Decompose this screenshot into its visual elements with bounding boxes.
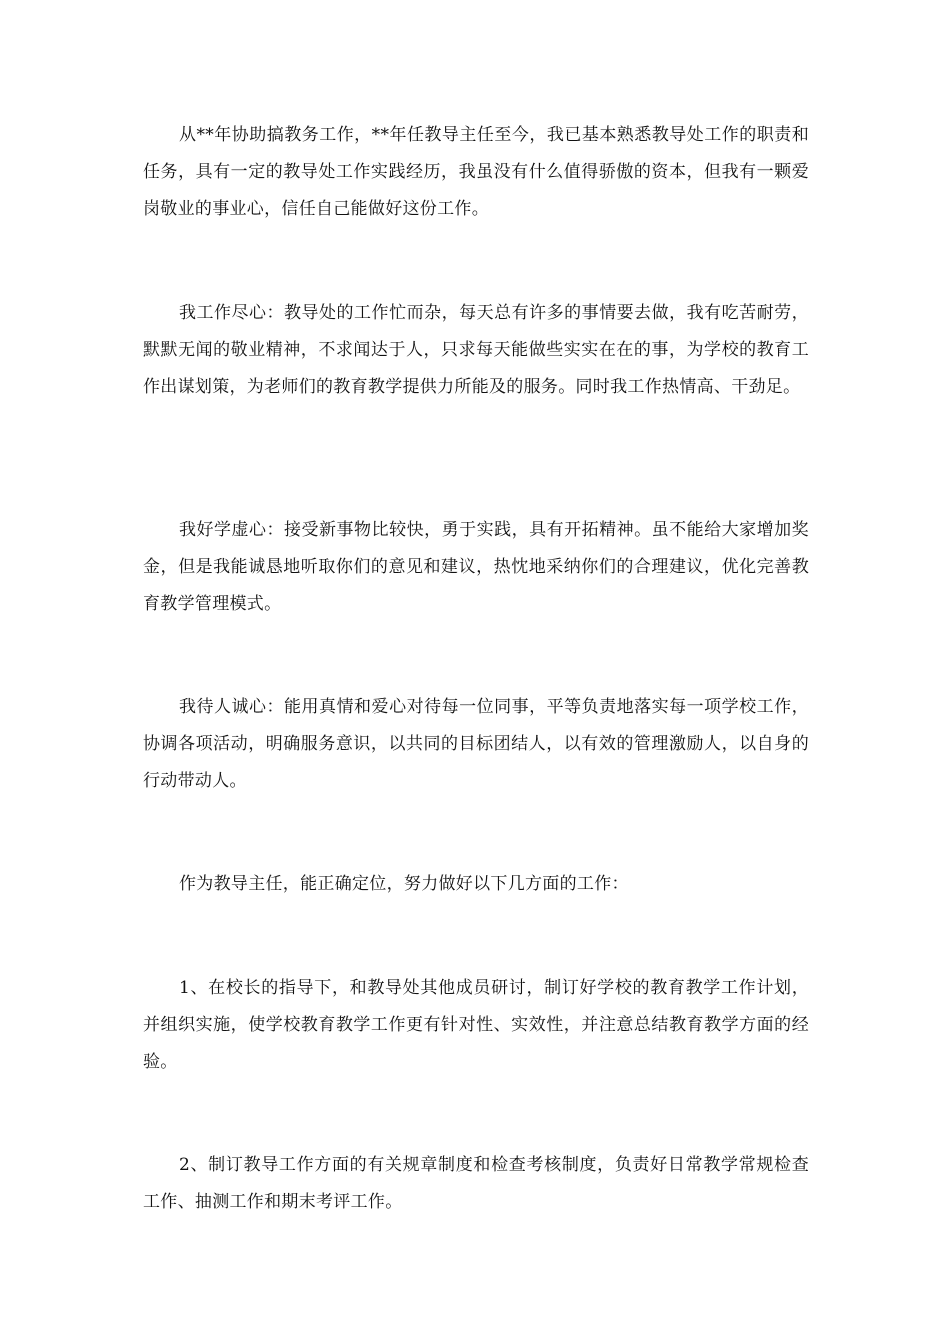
paragraph-diligence: 我工作尽心：教导处的工作忙而杂，每天总有许多的事情要去做，我有吃苦耐劳，默默无闻的敬业精神，不求闻达于人，只求每天能做些实实在在的事，为学校的教育工作出谋划策，为老师们的教育教学提供力所能及的服务。同时我工作热情高、干劲足。 (143, 303, 809, 397)
paragraph-experience: 从**年协助搞教务工作，**年任教导主任至今，我已基本熟悉教导处工作的职责和任务，具有一定的教导处工作实践经历，我虽没有什么值得骄傲的资本，但我有一颗爱岗敬业的事业心，信任自己能做好这份工作。 (143, 125, 809, 219)
paragraph-eager-to-learn: 我好学虚心：接受新事物比较快，勇于实践，具有开拓精神。虽不能给大家增加奖金，但是我能诚恳地听取你们的意见和建议，热忱地采纳你们的合理建议，优化完善教育教学管理模式。 (143, 520, 809, 614)
paragraph-duty-1: 1、在校长的指导下，和教导处其他成员研讨，制订好学校的教育教学工作计划，并组织实施，使学校教育教学工作更有针对性、实效性，并注意总结教育教学方面的经验。 (143, 978, 809, 1072)
paragraph-duties-intro: 作为教导主任，能正确定位，努力做好以下几方面的工作： (179, 874, 629, 894)
paragraph-sincerity: 我待人诚心：能用真情和爱心对待每一位同事，平等负责地落实每一项学校工作，协调各项活动，明确服务意识，以共同的目标团结人，以有效的管理激励人，以自身的行动带动人。 (143, 697, 809, 791)
paragraph-duty-2: 2、制订教导工作方面的有关规章制度和检查考核制度，负责好日常教学常规检查工作、抽测工作和期末考评工作。 (143, 1155, 809, 1212)
